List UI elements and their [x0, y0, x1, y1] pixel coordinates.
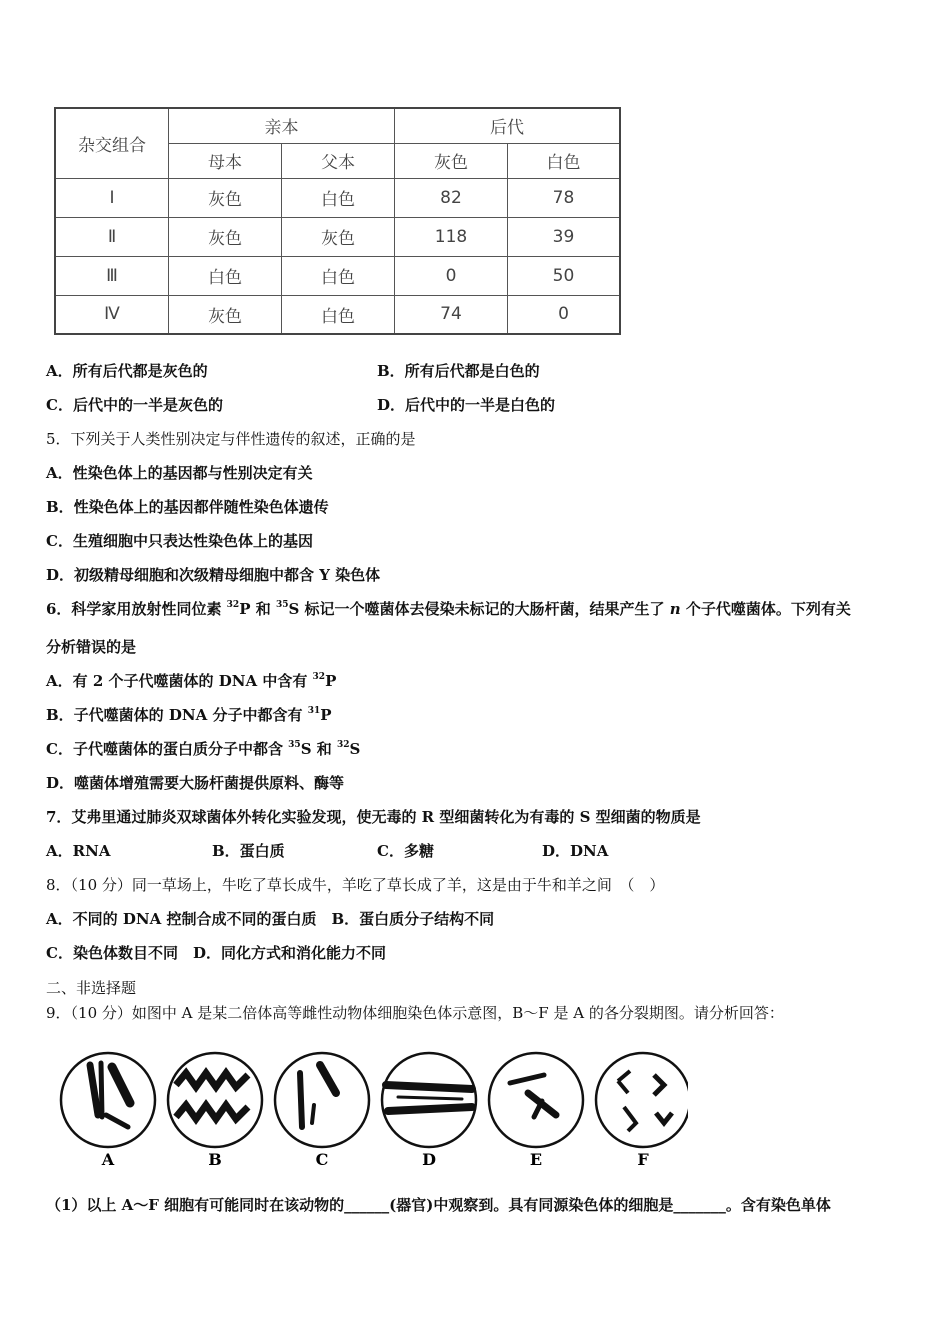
cell-f-icon — [596, 1053, 688, 1147]
row-father: 灰色 — [282, 217, 395, 256]
row-mother: 白色 — [169, 256, 282, 295]
cell-label: B — [208, 1150, 222, 1169]
table-row — [55, 256, 620, 295]
q8-stem: 8．（10 分）同一草场上，牛吃了草长成牛，羊吃了草长成了羊，这是由于牛和羊之间 （ ） — [46, 876, 665, 894]
row-gray: 118 — [395, 217, 508, 256]
row-mother: 灰色 — [169, 178, 282, 217]
row-white: 39 — [508, 217, 621, 256]
table-row — [55, 295, 620, 334]
row-mother: 灰色 — [169, 295, 282, 334]
q6-stem: 6．科学家用放射性同位素 $^{32}$P 和 $^{35}$S 标记一个噬菌体去侵染未标记的大肠杆菌，结果产生了 n 个子代噬菌体。下列有关 — [46, 600, 851, 618]
row-father: 白色 — [282, 178, 395, 217]
cell-d-icon — [382, 1053, 476, 1147]
q4-option-b[interactable]: B．所有后代都是白色的 — [377, 362, 540, 380]
header-gray: 灰色 — [395, 143, 508, 178]
q5-option-a[interactable]: A．性染色体上的基因都与性别决定有关 — [46, 464, 313, 482]
row-mother: 灰色 — [169, 217, 282, 256]
table-row — [55, 178, 620, 217]
q7-stem: 7．艾弗里通过肺炎双球菌体外转化实验发现，使无毒的 R 型细菌转化为有毒的 S 型细菌的物质是 — [46, 808, 701, 826]
q5-option-b[interactable]: B．性染色体上的基因都伴随性染色体遗传 — [46, 498, 329, 516]
row-white: 0 — [508, 295, 621, 334]
cell-a-icon — [61, 1053, 155, 1147]
cell-c-icon — [275, 1053, 369, 1147]
header-mother: 母本 — [169, 143, 282, 178]
cell-b-icon — [168, 1053, 262, 1147]
row-gray: 0 — [395, 256, 508, 295]
q7-option-a[interactable]: A．RNA — [46, 842, 111, 860]
q9-stem: 9．（10 分）如图中 A 是某二倍体高等雌性动物体细胞染色体示意图，B～F 是 A 的各分裂期图。请分析回答： — [46, 1004, 784, 1022]
cell-label: D — [422, 1150, 436, 1169]
q6-stem-cont: 分析错误的是 — [46, 638, 137, 656]
row-id: Ⅲ — [55, 256, 169, 295]
cell-label: E — [529, 1150, 543, 1169]
row-gray: 74 — [395, 295, 508, 334]
q4-option-a[interactable]: A．所有后代都是灰色的 — [46, 362, 208, 380]
header-group: 杂交组合 — [55, 108, 169, 178]
q6-option-b[interactable]: B．子代噬菌体的 DNA 分子中都含有 $^{31}$P — [46, 706, 332, 724]
header-white: 白色 — [508, 143, 621, 178]
q4-option-d[interactable]: D．后代中的一半是白色的 — [377, 396, 556, 414]
q8-options-ab[interactable]: A．不同的 DNA 控制合成不同的蛋白质 B．蛋白质分子结构不同 — [46, 910, 495, 928]
cell-label: A — [101, 1150, 115, 1169]
q5-option-d[interactable]: D．初级精母细胞和次级精母细胞中都含 Y 染色体 — [46, 566, 381, 584]
row-white: 78 — [508, 178, 621, 217]
cell-label: F — [637, 1150, 649, 1169]
q7-option-c[interactable]: C．多糖 — [377, 842, 434, 860]
header-father: 父本 — [282, 143, 395, 178]
q9-subquestion-1: （1）以上 A～F 细胞有可能同时在该动物的______(器官)中观察到。具有同源染色体的细胞是_______。含有染色单体 — [46, 1196, 831, 1214]
q6-option-a[interactable]: A．有 2 个子代噬菌体的 DNA 中含有 $^{32}$P — [46, 672, 337, 690]
q8-options-cd[interactable]: C．染色体数目不同 D．同化方式和消化能力不同 — [46, 944, 386, 962]
section-heading: 二、非选择题 — [46, 979, 137, 997]
table-row — [55, 217, 620, 256]
cell-division-figure — [58, 1045, 688, 1170]
row-gray: 82 — [395, 178, 508, 217]
header-parents: 亲本 — [169, 108, 395, 143]
q7-option-b[interactable]: B．蛋白质 — [212, 842, 285, 860]
row-father: 白色 — [282, 256, 395, 295]
cell-label: C — [315, 1150, 329, 1169]
header-offspring: 后代 — [395, 108, 621, 143]
row-white: 50 — [508, 256, 621, 295]
q5-option-c[interactable]: C．生殖细胞中只表达性染色体上的基因 — [46, 532, 313, 550]
cross-table — [54, 107, 621, 335]
q6-option-d[interactable]: D．噬菌体增殖需要大肠杆菌提供原料、酶等 — [46, 774, 345, 792]
row-id: Ⅳ — [55, 295, 169, 334]
row-id: Ⅰ — [55, 178, 169, 217]
q4-option-c[interactable]: C．后代中的一半是灰色的 — [46, 396, 223, 414]
q6-option-c[interactable]: C．子代噬菌体的蛋白质分子中都含 $^{35}$S 和 $^{32}$S — [46, 740, 361, 758]
row-father: 白色 — [282, 295, 395, 334]
q7-option-d[interactable]: D．DNA — [542, 842, 609, 860]
q5-stem: 5．下列关于人类性别决定与伴性遗传的叙述，正确的是 — [46, 430, 416, 448]
row-id: Ⅱ — [55, 217, 169, 256]
cell-e-icon — [489, 1053, 583, 1147]
